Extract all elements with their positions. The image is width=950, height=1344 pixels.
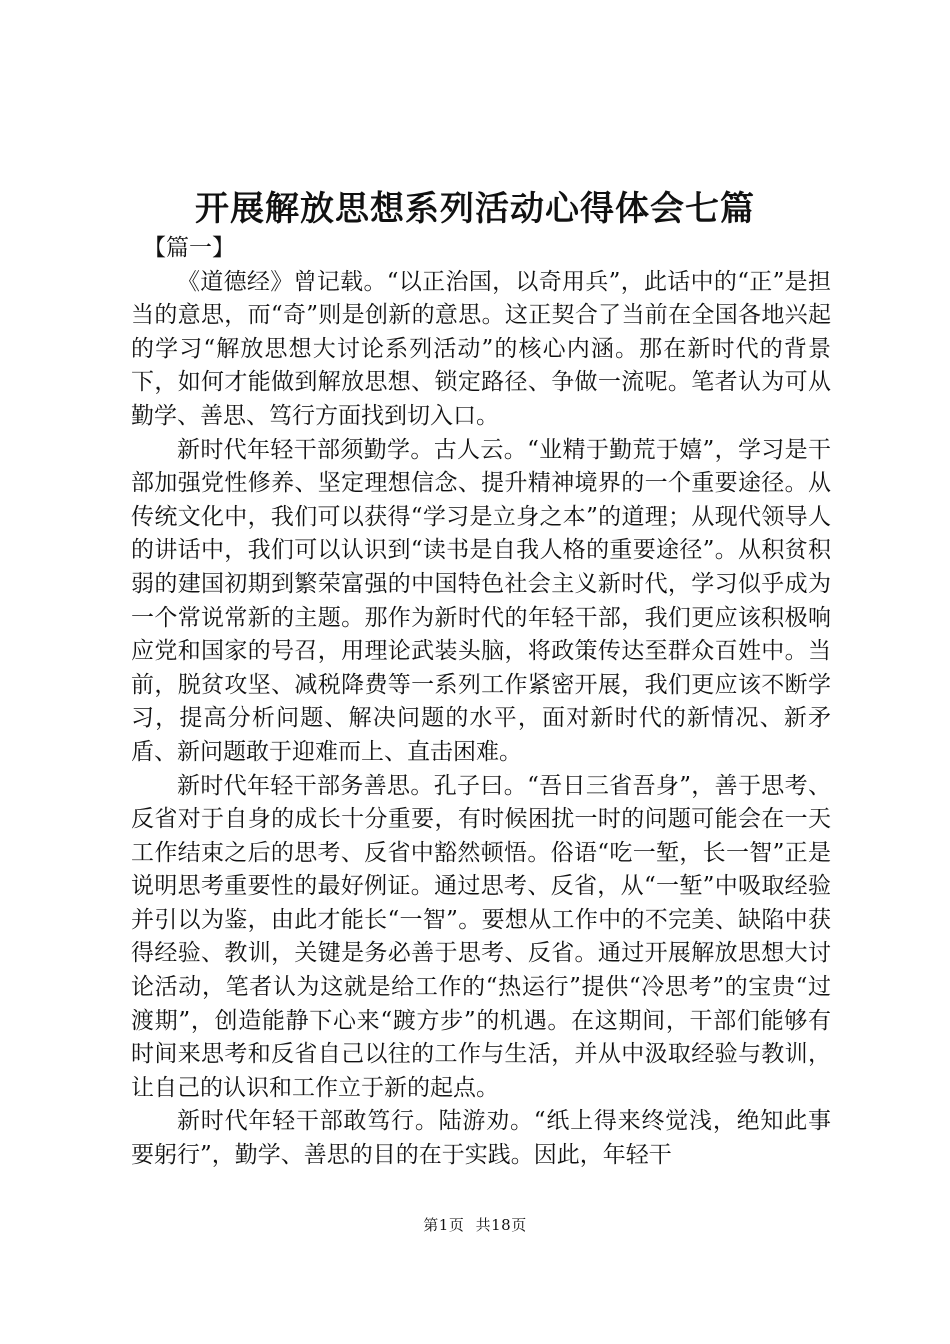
paragraph-1: 《道德经》曾记载。“以正治国，以奇用兵”，此话中的“正”是担当的意思，而“奇”则是创新的意思。这正契合了当前在全国各地兴起的学习“解放思想大讨论系列活动”的核心内涵。那在新时代的背景下，如何才能做到解放思想、锁定路径、争做一流呢。笔者认为可从勤学、善思、笃行方面找到切入口。 (131, 268, 831, 429)
page-number: 第1页 (423, 1216, 465, 1234)
page-total: 共18页 (475, 1216, 527, 1234)
paragraph-3: 新时代年轻干部务善思。孔子曰。“吾日三省吾身”，善于思考、反省对于自身的成长十分重要，有时候困扰一时的问题可能会在一天工作结束之后的思考、反省中豁然顿悟。俗语“吃一堑，长一智”正是说明思考重要性的最好例证。通过思考、反省，从“一堑”中吸取经验并引以为鉴，由此才能长“一智”。要想从工作中的不完美、缺陷中获得经验、教训，关键是务必善于思考、反省。通过开展解放思想大讨论活动，笔者认为这就是给工作的“热运行”提供“冷思考”的宝贵“过渡期”，创造能静下心来“踱方步”的机遇。在这期间，干部们能够有时间来思考和反省自己以往的工作与生活，并从中汲取经验与教训，让自己的认识和工作立于新的起点。 (131, 772, 831, 1101)
paragraph-2: 新时代年轻干部须勤学。古人云。“业精于勤荒于嬉”，学习是干部加强党性修养、坚定理想信念、提升精神境界的一个重要途径。从传统文化中，我们可以获得“学习是立身之本”的道理；从现代领导人的讲话中，我们可以认识到“读书是自我人格的重要途径”。从积贫积弱的建国初期到繁荣富强的中国特色社会主义新时代，学习似乎成为一个常说常新的主题。那作为新时代的年轻干部，我们更应该积极响应党和国家的号召，用理论武装头脑，将政策传达至群众百姓中。当前，脱贫攻坚、减税降费等一系列工作紧密开展，我们更应该不断学习，提高分析问题、解决问题的水平，面对新时代的新情况、新矛盾、新问题敢于迎难而上、直击困难。 (131, 436, 831, 765)
document-body (131, 232, 831, 1173)
section-label: 【篇一】 (143, 235, 235, 261)
page-footer (0, 1215, 950, 1235)
document-title: 开展解放思想系列活动心得体会七篇 (195, 189, 755, 229)
paragraph-4: 新时代年轻干部敢笃行。陆游劝。“纸上得来终觉浅，绝知此事要躬行”，勤学、善思的目的在于实践。因此，年轻干 (131, 1108, 831, 1169)
